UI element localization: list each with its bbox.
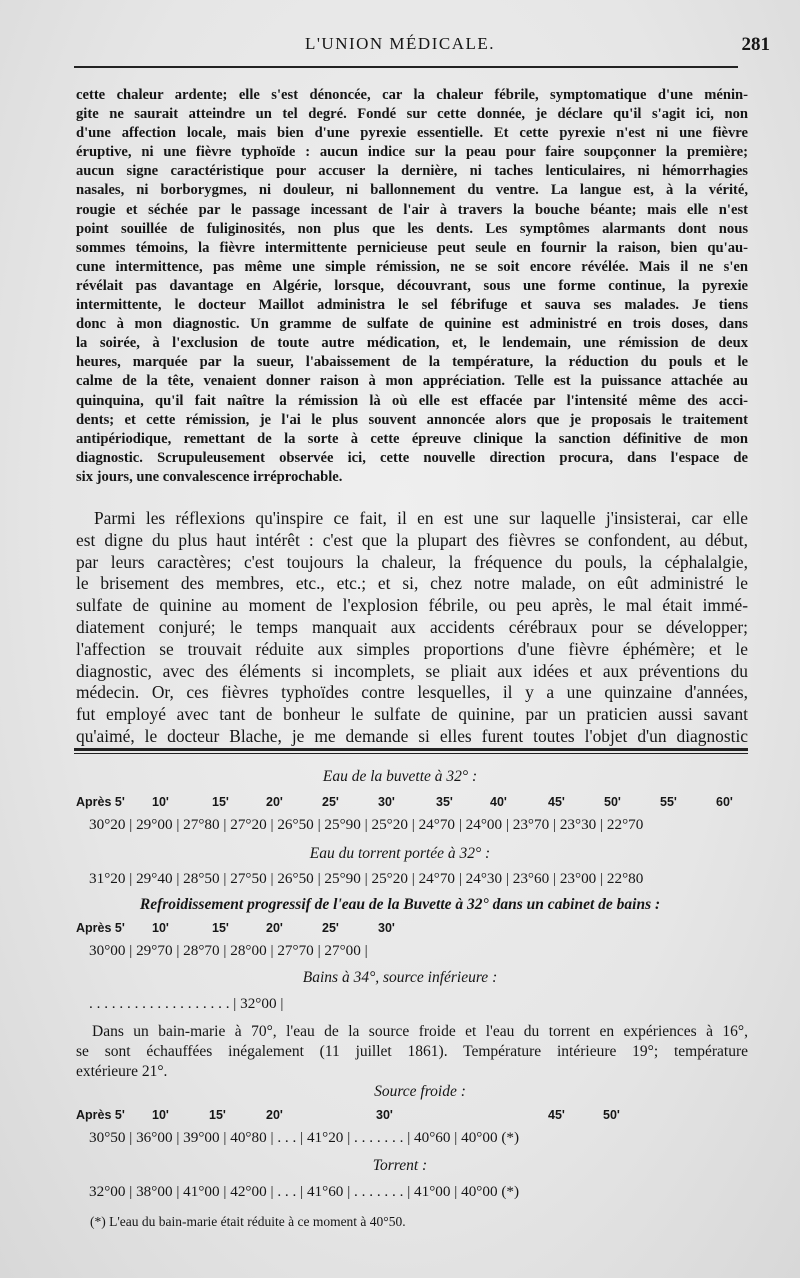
text-line: donc à mon diagnostic. Un gramme de sulfate de quinine est administré en trois doses, dans (76, 316, 748, 333)
text-line: sulfate de quinine au moment de l'explosion fébrile, ou peu après, le mal était immé- (76, 595, 748, 616)
paragraph-case-report (76, 86, 748, 487)
paragraph-bain-marie (76, 1022, 748, 1082)
text-line: aucun signe caractéristique pour accuser la dernière, ni taches lenticulaires, ni hémorrhagies (76, 163, 748, 180)
header-rule (74, 66, 738, 68)
table-title-source-froide: Source froide : (374, 1083, 466, 1100)
text-line: intermittente, le docteur Maillot administra le sel fébrifuge et sauva ses malades. Je tiens (76, 297, 748, 314)
page-number: 281 (741, 34, 770, 55)
text-line: se sont échauffées inégalement (11 juillet 1861). Température intérieure 19°; température (76, 1043, 748, 1060)
text-line: d'une affection locale, mais bien d'une pyrexie essentielle. Et cette pyrexie n'est ni une fièvre (76, 125, 748, 142)
text-line: l'affection se trouvait réduite aux simples proportions d'une fièvre éphémère; et le (76, 638, 748, 659)
text-line: nasales, ni borborygmes, ni douleur, ni ballonnement du ventre. La langue est, à la vérité, (76, 182, 748, 199)
table-title-bains: Bains à 34°, source inférieure : (302, 969, 498, 986)
text-line: révélait pas davantage en Algérie, lorsque, découvrant, sous une forme continue, la pyrexie (76, 277, 748, 294)
text-line: rougie et séchée par le passage incessant de l'air à travers la bouche béante; mais elle n'est (76, 201, 748, 218)
text-line: qu'aimé, le docteur Blache, je me demande si elles furent toutes l'objet d'un diagnostic (76, 725, 748, 746)
paragraph-reflections (76, 508, 748, 748)
text-line: diagnostic. Scrupuleusement observée ici, cette nouvelle direction procura, dans l'espace de (76, 449, 748, 466)
table-title-buvette: Eau de la buvette à 32° : (322, 768, 478, 785)
text-line: six jours, une convalescence irréprochable. (76, 468, 343, 485)
text-line: point souillée de fuliginosités, non plus que les dents. Les symptômes alarmants dont nous (76, 220, 748, 237)
text-line: quinquina, qu'il fait naître la rémission là où elle est effacée par l'intensité même des acci- (76, 392, 748, 409)
text-line: gite ne saurait atteindre un tel degré. Fondé sur cette donnée, je déclare qu'il s'agit ici, non (76, 106, 748, 123)
running-head: L'UNION MÉDICALE. (304, 34, 496, 53)
text-line: par leurs caractères; c'est toujours la chaleur, la fréquence du pouls, la céphalalgie, (76, 551, 748, 572)
text-line: est digne du plus haut intérêt : c'est que la plupart des fièvres se confondent, au début, (76, 529, 748, 550)
text-line: Dans un bain-marie à 70°, l'eau de la source froide et l'eau du torrent en expériences à 16°, (92, 1023, 748, 1040)
table-row-source-froide: 30°50 | 36°00 | 39°00 | 40°80 | . . . | 41°20 | . . . . . . . | 40°60 | 40°00 (*) (89, 1129, 520, 1146)
text-line: heures, marquée par la sueur, l'abaissement de la température, la réduction du pouls et le (76, 354, 748, 371)
text-line: dents; et cette rémission, je l'ai le plus souvent annoncée alors que je proposais le traitement (76, 411, 748, 428)
table-row-buvette: 30°20 | 29°00 | 27°80 | 27°20 | 26°50 | 25°90 | 25°20 | 24°70 | 24°00 | 23°70 | 23°30 | 22°70 (89, 816, 644, 833)
text-line: Parmi les réflexions qu'inspire ce fait, il en est une sur laquelle j'insisterai, car elle (94, 508, 748, 528)
text-line: calme de la tête, venaient donner raison à mon appréciation. Telle est la puissance attachée au (76, 373, 748, 390)
text-line: diatement conjuré; le temps manquait aux accidents cérébraux pour se développer; (76, 616, 748, 637)
text-line: cune intermittence, pas même une simple rémission, ne se soit encore révélée. Mais il ne s'en (76, 258, 748, 275)
table-row-torrent: 31°20 | 29°40 | 28°50 | 27°50 | 26°50 | 25°90 | 25°20 | 24°70 | 24°30 | 23°60 | 23°00 | 22°80 (89, 870, 644, 887)
table-title-refroidissement: Refroidissement progressif de l'eau de la Buvette à 32° dans un cabinet de bains : (139, 896, 661, 913)
text-line: le brisement des membres, etc., etc.; et si, chez notre malade, on eût administré le (76, 573, 748, 594)
document-page: L'UNION MÉDICALE. 281 cette chaleur ardente; elle s'est dénoncée, car la chaleur fébrile, symptomatique d'une ménin- gite ne saurait atteindre un tel degré. Fondé sur cette donnée, je déclare qu'il s'agit ici, non d'une affection locale, mais bien d'une pyrexie essentielle. Et cette pyrexie n'est ni une fièvre éruptive, ni une fièvre typhoïde : aucun indice sur la peau pour faire soupçonner la première; aucun signe caractéristique pour accuser la dernière, ni taches lenticulaires, ni hémorrhagies nasales, ni borborygmes, ni douleur, ni ballonnement du ventre. La langue est, à la vérité, rougie et séchée par le passage incessant de l'air à travers la bouche béante; mais elle n'est point souillée de fuliginosités, non plus que les dents. Les symptômes alarmants dont nous sommes témoins, la fièvre intermittente pernicieuse peut seule en fournir la raison, bien qu'au- cune intermittence, pas même une simple rémission, ne se soit encore révélée. Mais il ne s'en révélait pas davantage en Algérie, lorsque, découvrant, sous une forme continue, la pyrexie intermittente, le docteur Maillot administra le sel fébrifuge et sauva ses malades. Je tiens donc à mon diagnostic. Un gramme de sulfate de quinine est administré en trois doses, dans la soirée, à l'exclusion de toute autre médication, et, le lendemain, une rémission de deux heures, marquée par la sueur, l'abaissement de la température, la réduction du pouls et le calme de la tête, venaient donner raison à mon appréciation. Telle est la puissance attachée au quinquina, qu'il fait naître la rémission là où elle est effacée par l'intensité même des acci- dents; et cette rémission, je l'ai le plus souvent annoncée alors que je proposais le traitement antipériodique, remettant de la sorte à cette épreuve clinique la sanction définitive de mon diagnostic. Scrupuleusement observée ici, cette nouvelle direction procura, dans l'espace de six jours, une convalescence irréprochable. Parmi les réflexions qu'inspire ce fait, il en est une sur laquelle j'insisterai, car elle est digne du plus haut intérêt : c'est que la plupart des fièvres se confondent, au début, par leurs caractères; c'est toujours la chaleur, la fréquence du pouls, la céphalalgie, le brisement des membres, etc., etc.; et si, chez notre malade, on eût administré le sulfate de quinine au moment de l'explosion fébrile, ou peu après, le mal était immé- diatement conjuré; le temps manquait aux accidents cérébraux pour se développer; l'affection se trouvait réduite aux simples proportions d'une fièvre éphémère; et le diagnostic, avec des éléments si incomplets, se pliait aux idées et aux préventions du médecin. Or, ces fièvres typhoïdes contre lesquelles, il y a une quinzaine d'années, fut employé avec tant de bonheur le sulfate de quinine, par un praticien aussi savant qu'aimé, le docteur Blache, je me demande si elles furent toutes l'objet d'un diagnostic Eau de la buvette à 32° : Après 5' 10' 15' 20' 25' 30' 35' 40' 45' 50' 55' 60' 30°20 | 29°00 | 27°80 | 27°20 | 26°50 | 25°90 | 25°20 | 24°70 | 24°00 | 23°70 | 23°30 | 22°70 Eau du torrent portée à 32° : 31°20 | 29°40 | 28°50 | 27°50 | 26°50 | 25°90 | 25°20 | 24°70 | 24°30 | 23°60 | 23°00 | 22°80 Refroidissement progressif de l'eau de la Buvette à 32° dans un cabinet de bains : Après 5' 10' 15' 20' 25' 30' 30°00 | 29°70 | 28°70 | 28°00 | 27°70 | 27°00 | Bains à 34°, source inférieure : . . . . . . . . . . . . . . . . . . . | 32°00 | Dans un bain-marie à 70°, l'eau de la source froide et l'eau du torrent en expériences à 16°, se sont échauffées inégalement (11 juillet 1861). Température intérieure 19°; température extérieure 21°. Source froide : Après 5' 10' 15' 20' 30' 45' 50' 30°50 | 36°00 | 39°00 | 40°80 | . . . | 41°20 | . . . . . . . | 40°60 | 40°00 (*) Torrent : 32°00 | 38°00 | 41°00 | 42°00 | . . . | 41°60 | . . . . . . . | 41°00 | 40°00 (*) (*) L'eau du bain-marie était réduite à ce moment à 40°50. (0, 0, 800, 1278)
table-row-refroidissement: 30°00 | 29°70 | 28°70 | 28°00 | 27°70 | 27°00 | (89, 942, 368, 959)
text-line: diagnostic, avec des éléments si incomplets, se pliait aux idées et aux préventions du (76, 660, 748, 681)
table-title-torrent-2: Torrent : (372, 1157, 428, 1174)
text-line: médecin. Or, ces fièvres typhoïdes contre lesquelles, il y a une quinzaine d'années, (76, 682, 748, 703)
text-line: cette chaleur ardente; elle s'est dénoncée, car la chaleur fébrile, symptomatique d'une ménin- (76, 87, 748, 103)
table-row-torrent-2: 32°00 | 38°00 | 41°00 | 42°00 | . . . | 41°60 | . . . . . . . | 41°00 | 40°00 (*) (89, 1183, 520, 1200)
text-line: fut employé avec tant de bonheur le sulfate de quinine, par un praticien aussi savant (76, 704, 748, 725)
text-line: la soirée, à l'exclusion de toute autre médication, et, le lendemain, une rémission de deux (76, 335, 748, 352)
text-line: antipériodique, remettant de la sorte à cette épreuve clinique la sanction définitive de mon (76, 430, 748, 447)
text-line: extérieure 21°. (76, 1063, 168, 1080)
table-title-torrent: Eau du torrent portée à 32° : (309, 845, 491, 862)
footnote: (*) L'eau du bain-marie était réduite à ce moment à 40°50. (90, 1214, 406, 1229)
text-line: sommes témoins, la fièvre intermittente pernicieuse peut seule en fournir la raison, bien qu'au- (76, 239, 748, 256)
section-double-rule (74, 748, 748, 754)
text-line: éruptive, ni une fièvre typhoïde : aucun indice sur la peau pour faire soupçonner la première; (76, 144, 748, 161)
table-row-bains: . . . . . . . . . . . . . . . . . . . | 32°00 | (89, 995, 284, 1012)
